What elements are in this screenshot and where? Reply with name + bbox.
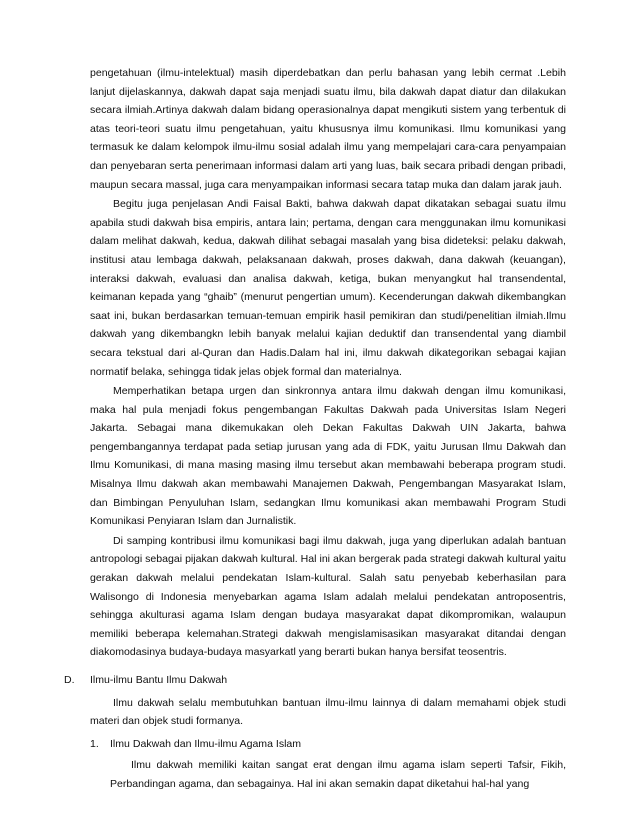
subsection-1-paragraph: Ilmu dakwah memiliki kaitan sangat erat dengan ilmu agama islam seperti Tafsir, Fikih, Perbandingan agama, dan sebagainya. Hal ini akan semakin dapat diketahui hal-hal yang bbox=[110, 759, 566, 790]
subsection-1-heading bbox=[90, 735, 566, 754]
paragraph-1: pengetahuan (ilmu-intelektual) masih diperdebatkan dan perlu bahasan yang lebih cermat .Lebih lanjut dijelaskannya, dakwah dapat saja menjadi suatu ilmu, bila dakwah dapat diatur dan dilakukan secara ilmiah.Artinya dakwah dalam bidang operasionalnya dapat mengikuti sistem yang terbentuk di atas teori-teori suatu ilmu pengetahuan, yaitu khususnya ilmu komunikasi. Ilmu komunikasi yang termasuk ke dalam kelompok ilmu-ilmu sosial adalah ilmu yang mempelajari cara-cara penyampaian dan penyebaran serta penerimaan informasi dalam arti yang luas, baik secara pribadi dengan pribadi, maupun secara massal, juga cara menyampaikan informasi secara tatap muka dan dalam jarak jauh. bbox=[90, 67, 566, 191]
subsection-1-body bbox=[90, 756, 566, 793]
section-d-paragraph: Ilmu dakwah selalu membutuhkan bantuan ilmu-ilmu lainnya di dalam memahami objek studi materi dan objek studi formanya. bbox=[90, 696, 566, 728]
section-d-title: Ilmu-ilmu Bantu Ilmu Dakwah bbox=[90, 674, 228, 686]
subsection-1-title: Ilmu Dakwah dan Ilmu-ilmu Agama Islam bbox=[110, 737, 302, 750]
section-d-label: D. bbox=[64, 674, 75, 686]
paragraph-3: Memperhatikan betapa urgen dan sinkronnya antara ilmu dakwah dengan ilmu komunikasi, maka hal pula menjadi fokus pengembangan Fakultas Dakwah pada Universitas Islam Negeri Jakarta. Sebagai mana dikemukakan oleh Dekan Fakultas Dakwah UIN Jakarta, bahwa pengembangannya terdapat pada setiap jurusan yang ada di FDK, yaitu Jurusan Ilmu Dakwah dan Ilmu Komunikasi, di mana masing masing ilmu tersebut akan membawahi beberapa program studi. Misalnya Ilmu dakwah akan membawahi Manajemen Dakwah, Pengembangan Masyarakat Islam, dan Bimbingan Penyuluhan Islam, sedangkan Ilmu komunikasi akan membawahi Program Studi Komunikasi Penyiaran Islam dan Jurnalistik. bbox=[90, 385, 566, 528]
section-d-heading bbox=[64, 671, 566, 690]
paragraph-4: Di samping kontribusi ilmu komunikasi bagi ilmu dakwah, juga yang diperlukan adalah bantuan antropologi sebagai pijakan dakwah kultural. Hal ini akan bergerak pada strategi dakwah kultural yaitu gerakan dakwah melalui pendekatan Islam-kultural. Salah satu penyebab keberhasilan para Walisongo di Indonesia menyebarkan agama Islam adalah melalui pendekatan antroposentris, sehingga akulturasi agama Islam dengan budaya masyarakat dapat dikompromikan, walaupun memiliki beberapa kelemahan.Strategi dakwah mengislamisasikan masyarakat ditandai dengan diakomodasinya budaya-budaya masyarkatl yang berarti bukan hanya bersifat teosentris. bbox=[90, 534, 566, 659]
paragraph-2: Begitu juga penjelasan Andi Faisal Bakti, bahwa dakwah dapat dikatakan sebagai suatu ilmu apabila studi dakwah bisa empiris, antara lain; pertama, dengan cara menggunakan ilmu komunikasi dalam melihat dakwah, kedua, dakwah dilihat sebagai masalah yang bisa dideteksi: pelaku dakwah, institusi atau lembaga dakwah, pelaksanaan dakwah, proses dakwah, dana dakwah (keuangan), interaksi dakwah, evaluasi dan analisa dakwah, ketiga, bukan menyangkut hal transendental, keimanan kepada yang “ghaib” (menurut pengertian umum). Kecenderungan dakwah dikembangkan saat ini, bukan berdasarkan temuan-temuan empirik hasil pemikiran dan studi/penelitian ilmiah.Ilmu dakwah yang dikembangkn lebih banyak melalui kajian deduktif dan transendental yang diambil secara tekstual dari al-Quran dan Hadis.Dalam hal ini, ilmu dakwah dikategorikan sebagai kajian normatif belaka, sehingga tidak jelas objek formal dan materialnya. bbox=[90, 198, 566, 378]
subsection-1-label: 1. bbox=[90, 737, 99, 750]
